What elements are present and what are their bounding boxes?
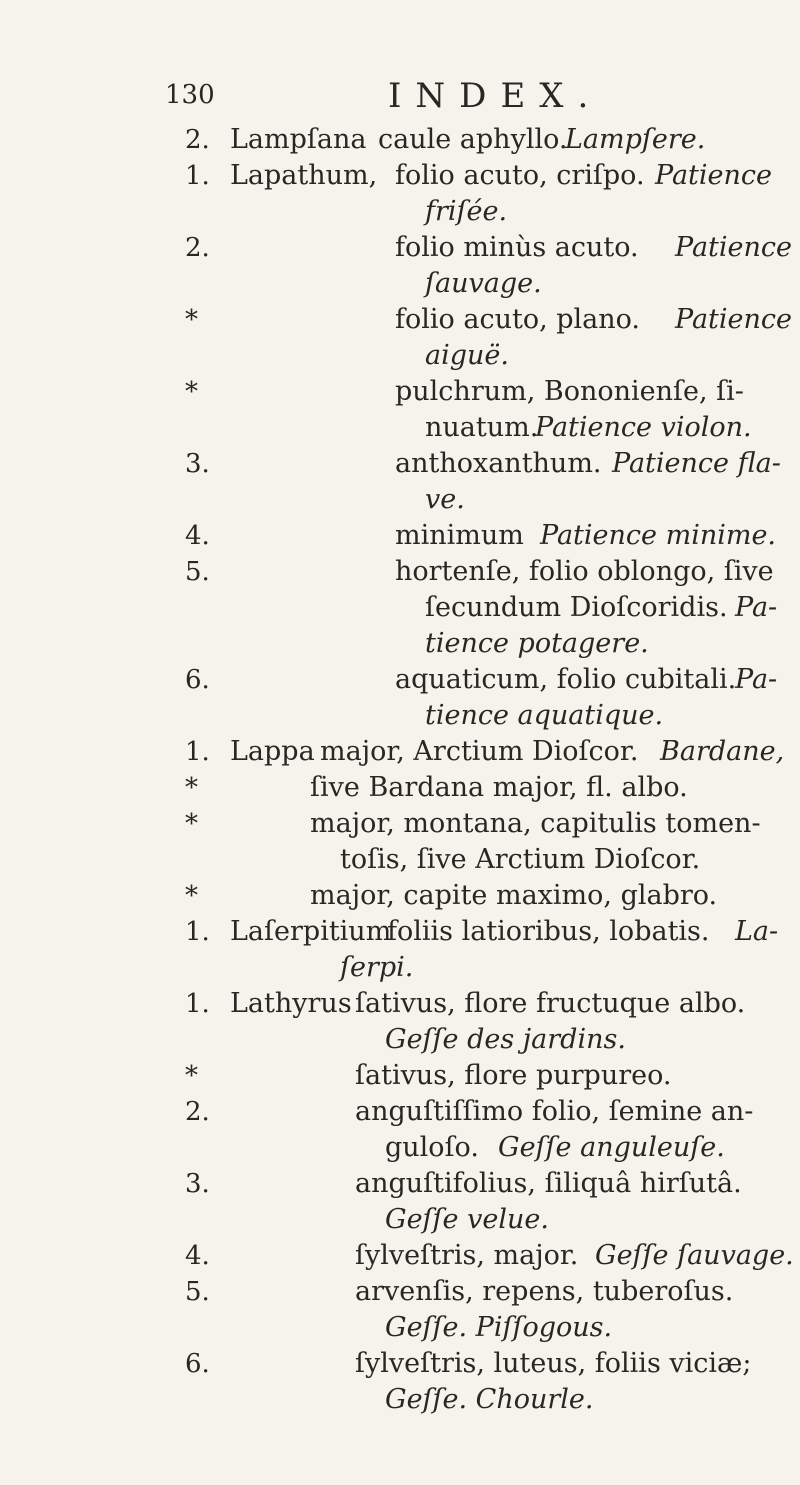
french-name: Pa- [735,592,778,623]
index-entry [0,1238,800,1274]
running-head: INDEX. [388,76,603,116]
french-name: Geſſe. Chourle. [385,1384,594,1415]
french-name: Geſſe. Piſſogous. [385,1312,613,1343]
index-entry [0,734,800,770]
entry-mark: 5. [185,1277,210,1307]
latin-description: minimum [395,520,524,551]
latin-description: folio acuto, plano. [395,304,641,335]
index-entry [0,914,800,986]
french-name-continued: tience aquatique. [425,700,664,731]
french-name: Patience minime. [540,520,777,551]
french-name: La- [735,916,779,947]
index-entry [0,1346,800,1418]
latin-description: anthoxanthum. [395,448,602,479]
entry-mark: 3. [185,449,210,479]
latin-description: hortenſe, folio oblongo, ſive [395,556,774,587]
index-entries [0,122,800,1418]
latin-description: major, montana, capitulis tomen- [310,808,761,839]
latin-description: pulchrum, Bononienſe, ſi- [395,376,744,407]
index-entry [0,662,800,734]
french-name-continued: aiguë. [425,340,509,371]
french-name-continued: tience potagere. [425,628,649,659]
entry-mark: 1. [185,989,210,1019]
french-name: Geſſe velue. [385,1204,549,1235]
index-entry [0,1274,800,1346]
index-entry [0,986,800,1058]
entry-mark: * [185,773,198,803]
latin-description-continued: toſis, ſive Arctium Dioſcor. [340,844,701,875]
entry-mark: * [185,881,198,911]
latin-description: caule aphyllo. [378,124,568,155]
french-name-continued: ſerpi. [340,952,414,983]
french-name: Bardane, [660,736,785,767]
entry-mark: 2. [185,125,210,155]
french-name: Geſſe ſauvage. [595,1240,794,1271]
latin-description: major, Arctium Dioſcor. [320,736,639,767]
entry-mark: 3. [185,1169,210,1199]
latin-description: ſylveſtris, major. [355,1240,579,1271]
french-name-continued: friſée. [425,196,508,227]
entry-mark: * [185,377,198,407]
genus-name: Lampſana [230,124,367,155]
index-entry [0,230,800,302]
entry-mark: 2. [185,233,210,263]
entry-mark: 2. [185,1097,210,1127]
french-name: Lampſere. [565,124,706,155]
latin-description: ſativus, flore purpureo. [355,1060,672,1091]
french-name: Patience [675,304,793,335]
entry-mark: 4. [185,1241,210,1271]
index-entry [0,806,800,878]
latin-description: folio acuto, criſpo. [395,160,645,191]
page-header [0,76,800,120]
entry-mark: 6. [185,1349,210,1379]
genus-name: Lappa [230,736,315,767]
entry-mark: 6. [185,665,210,695]
latin-description: ſive Bardana major, fl. albo. [310,772,688,803]
latin-description: ſylveſtris, luteus, foliis viciæ; [355,1348,752,1379]
latin-description: arvenſis, repens, tuberoſus. [355,1276,734,1307]
index-entry [0,374,800,446]
latin-description: folio minùs acuto. [395,232,639,263]
entry-mark: 1. [185,161,210,191]
entry-mark: 5. [185,557,210,587]
latin-description: aquaticum, folio cubitali. [395,664,737,695]
latin-description: anguſtifolius, ſiliquâ hirſutâ. [355,1168,742,1199]
index-entry [0,302,800,374]
latin-description-continued: nuatum. [425,412,539,443]
index-entry [0,554,800,662]
french-name: Patience fla- [612,448,781,479]
index-entry [0,122,800,158]
entry-mark: * [185,305,198,335]
latin-description-continued: ſecundum Dioſcoridis. [425,592,728,623]
index-entry [0,770,800,806]
latin-description: major, capite maximo, glabro. [310,880,718,911]
latin-description: anguſtiſſimo folio, ſemine an- [355,1096,754,1127]
entry-mark: 4. [185,521,210,551]
genus-name: Lapathum, [230,160,378,191]
index-entry [0,878,800,914]
latin-description-continued: guloſo. [385,1132,479,1163]
french-name-continued: ve. [425,484,465,515]
latin-description: ſativus, flore fructuque albo. [355,988,746,1019]
entry-mark: 1. [185,917,210,947]
index-entry [0,1058,800,1094]
genus-name: Lathyrus [230,988,352,1019]
index-entry [0,446,800,518]
entry-mark: * [185,809,198,839]
french-name: Pa- [735,664,778,695]
french-name: Geſſe anguleuſe. [498,1132,725,1163]
french-name: Patience [655,160,773,191]
index-entry [0,518,800,554]
entry-mark: 1. [185,737,210,767]
entry-mark: * [185,1061,198,1091]
index-entry [0,1166,800,1238]
french-name-continued: ſauvage. [425,268,542,299]
index-entry [0,158,800,230]
genus-name: Laſerpitium [230,916,392,947]
index-entry [0,1094,800,1166]
latin-description: foliis latioribus, lobatis. [387,916,710,947]
french-name: Patience violon. [535,412,752,443]
page-number: 130 [165,80,215,110]
french-name: Patience [675,232,793,263]
french-name: Geſſe des jardins. [385,1024,626,1055]
